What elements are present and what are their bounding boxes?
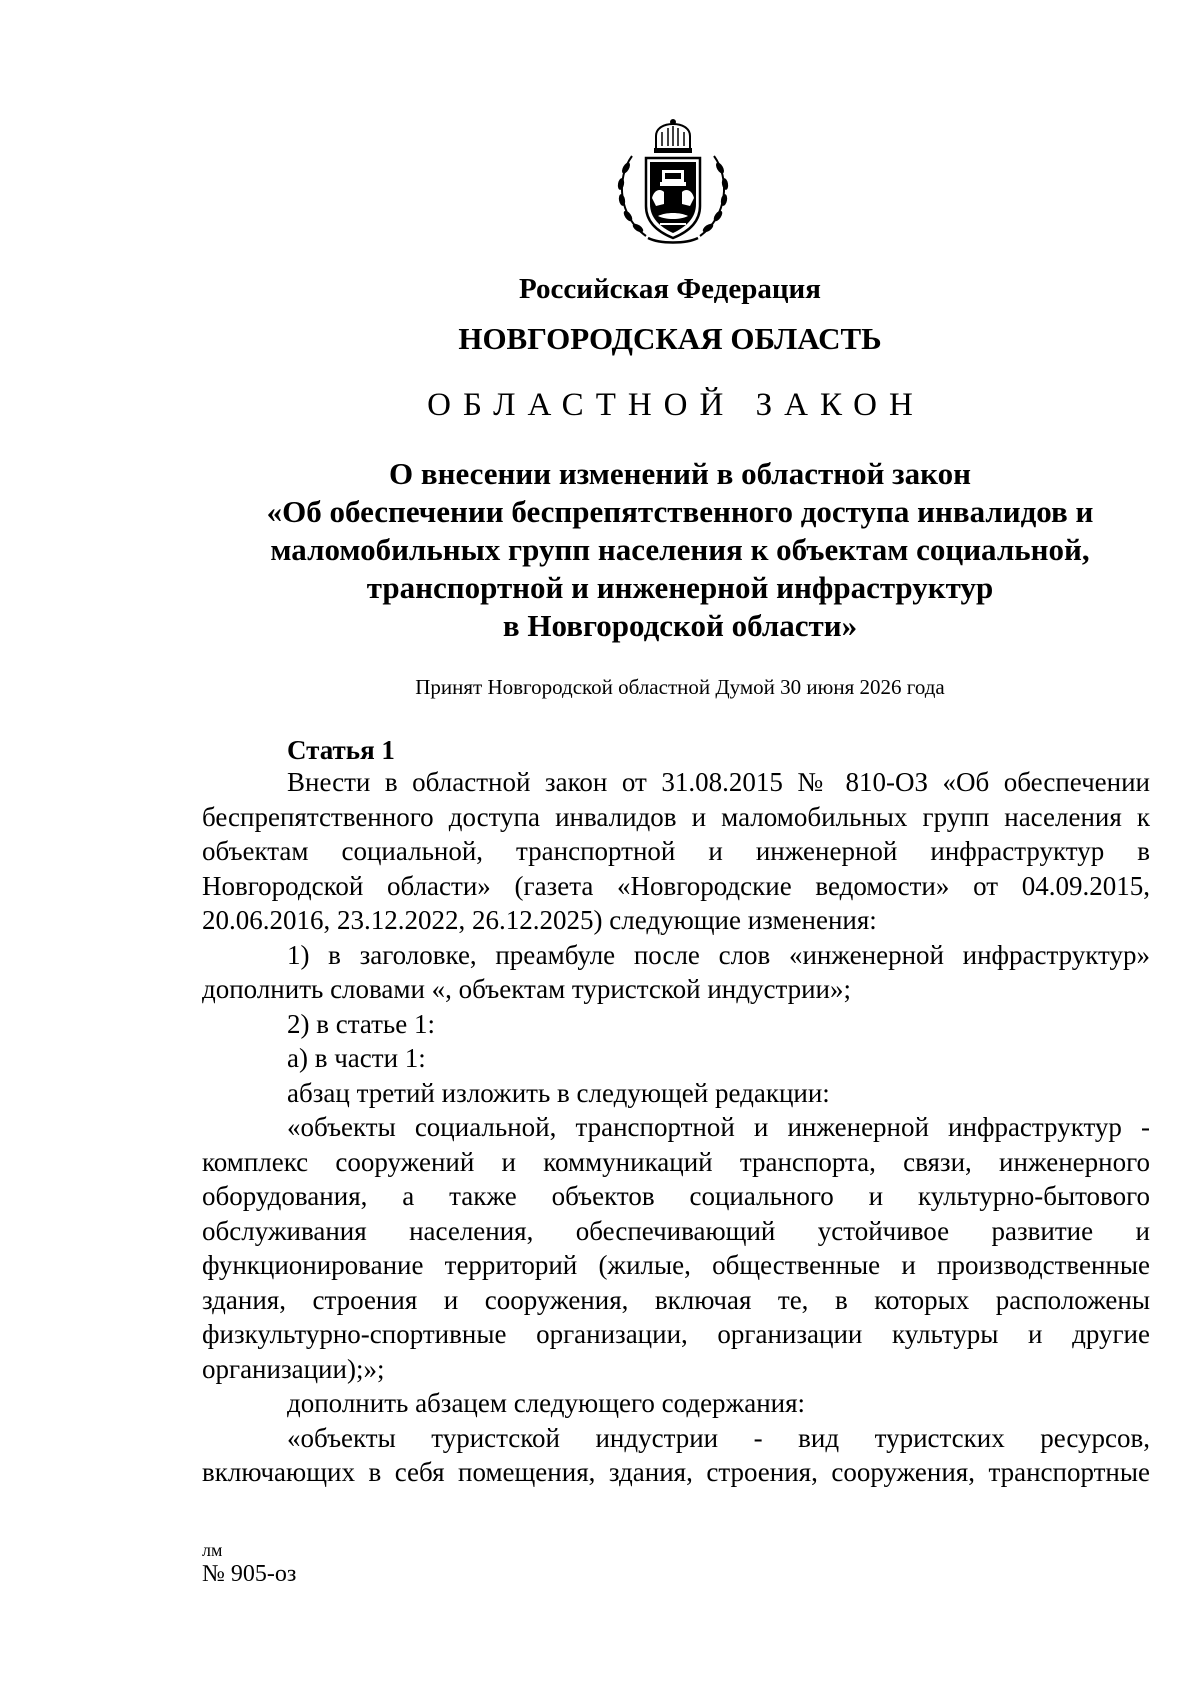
body-line: 20.06.2016, 23.12.2022, 26.12.2025) следующие изменения:	[202, 905, 877, 935]
body-line: «объекты туристской индустрии - вид туристских ресурсов,	[287, 1422, 1150, 1453]
body-line: включающих в себя помещения, здания, строения, сооружения, транспортные	[202, 1457, 1150, 1487]
document-type: ОБЛАСТНОЙ ЗАКОН	[427, 387, 925, 423]
body-line: функционирование территорий (жилые, общественные и производственные	[202, 1250, 1150, 1280]
body-line: «объекты социальной, транспортной и инженерной инфраструктур -	[287, 1112, 1150, 1142]
body-line: абзац третий изложить в следующей редакции:	[287, 1077, 830, 1108]
body-line: 1) в заголовке, преамбуле после слов «инженерной инфраструктур»	[287, 939, 1150, 970]
body-line: здания, строения и сооружения, включая те, в которых расположены	[202, 1284, 1150, 1315]
title-line: в Новгородской области»	[502, 608, 858, 643]
body-line: дополнить словами «, объектам туристской индустрии»;	[202, 974, 851, 1004]
body-line: Внести в областной закон от 31.08.2015 № 810-ОЗ «Об обеспечении	[287, 767, 1150, 797]
document-footer	[202, 1540, 296, 1588]
body-line: объектам социальной, транспортной и инженерной инфраструктур в	[202, 836, 1150, 866]
body-line: беспрепятственного доступа инвалидов и маломобильных групп населения к	[202, 801, 1150, 832]
title-line: транспортной и инженерной инфраструктур	[366, 570, 994, 605]
body-line: Новгородской области» (газета «Новгородские ведомости» от 04.09.2015,	[202, 870, 1150, 901]
article-body	[202, 765, 1150, 1490]
body-line: физкультурно-спортивные организации, организации культуры и другие	[202, 1319, 1150, 1349]
body-line: организации);»;	[202, 1353, 385, 1384]
body-line: а) в части 1:	[287, 1043, 426, 1073]
body-line: комплекс сооружений и коммуникаций транспорта, связи, инженерного	[202, 1146, 1150, 1177]
body-line: обслуживания населения, обеспечивающий устойчивое развитие и	[202, 1215, 1150, 1246]
region-name: НОВГОРОДСКАЯ ОБЛАСТЬ	[458, 321, 882, 356]
title-line: О внесении изменений в областной закон	[389, 456, 971, 491]
body-line: дополнить абзацем следующего содержания:	[287, 1388, 806, 1418]
law-number: № 905-оз	[202, 1561, 297, 1587]
body-line: 2) в статье 1:	[287, 1008, 435, 1039]
title-line: «Об обеспечении беспрепятственного доступа инвалидов и	[266, 494, 1094, 529]
article-heading: Статья 1	[287, 735, 395, 765]
title-line: маломобильных групп населения к объектам социальной,	[270, 532, 1090, 567]
executor-initials: лм	[202, 1540, 223, 1560]
law-title	[230, 455, 1130, 645]
country-name: Российская Федерация	[519, 273, 821, 305]
body-line: оборудования, а также объектов социального и культурно-бытового	[202, 1181, 1150, 1211]
coat-of-arms-icon	[612, 118, 734, 248]
adoption-note: Принят Новгородской областной Думой 30 июня 2026 года	[415, 675, 945, 699]
